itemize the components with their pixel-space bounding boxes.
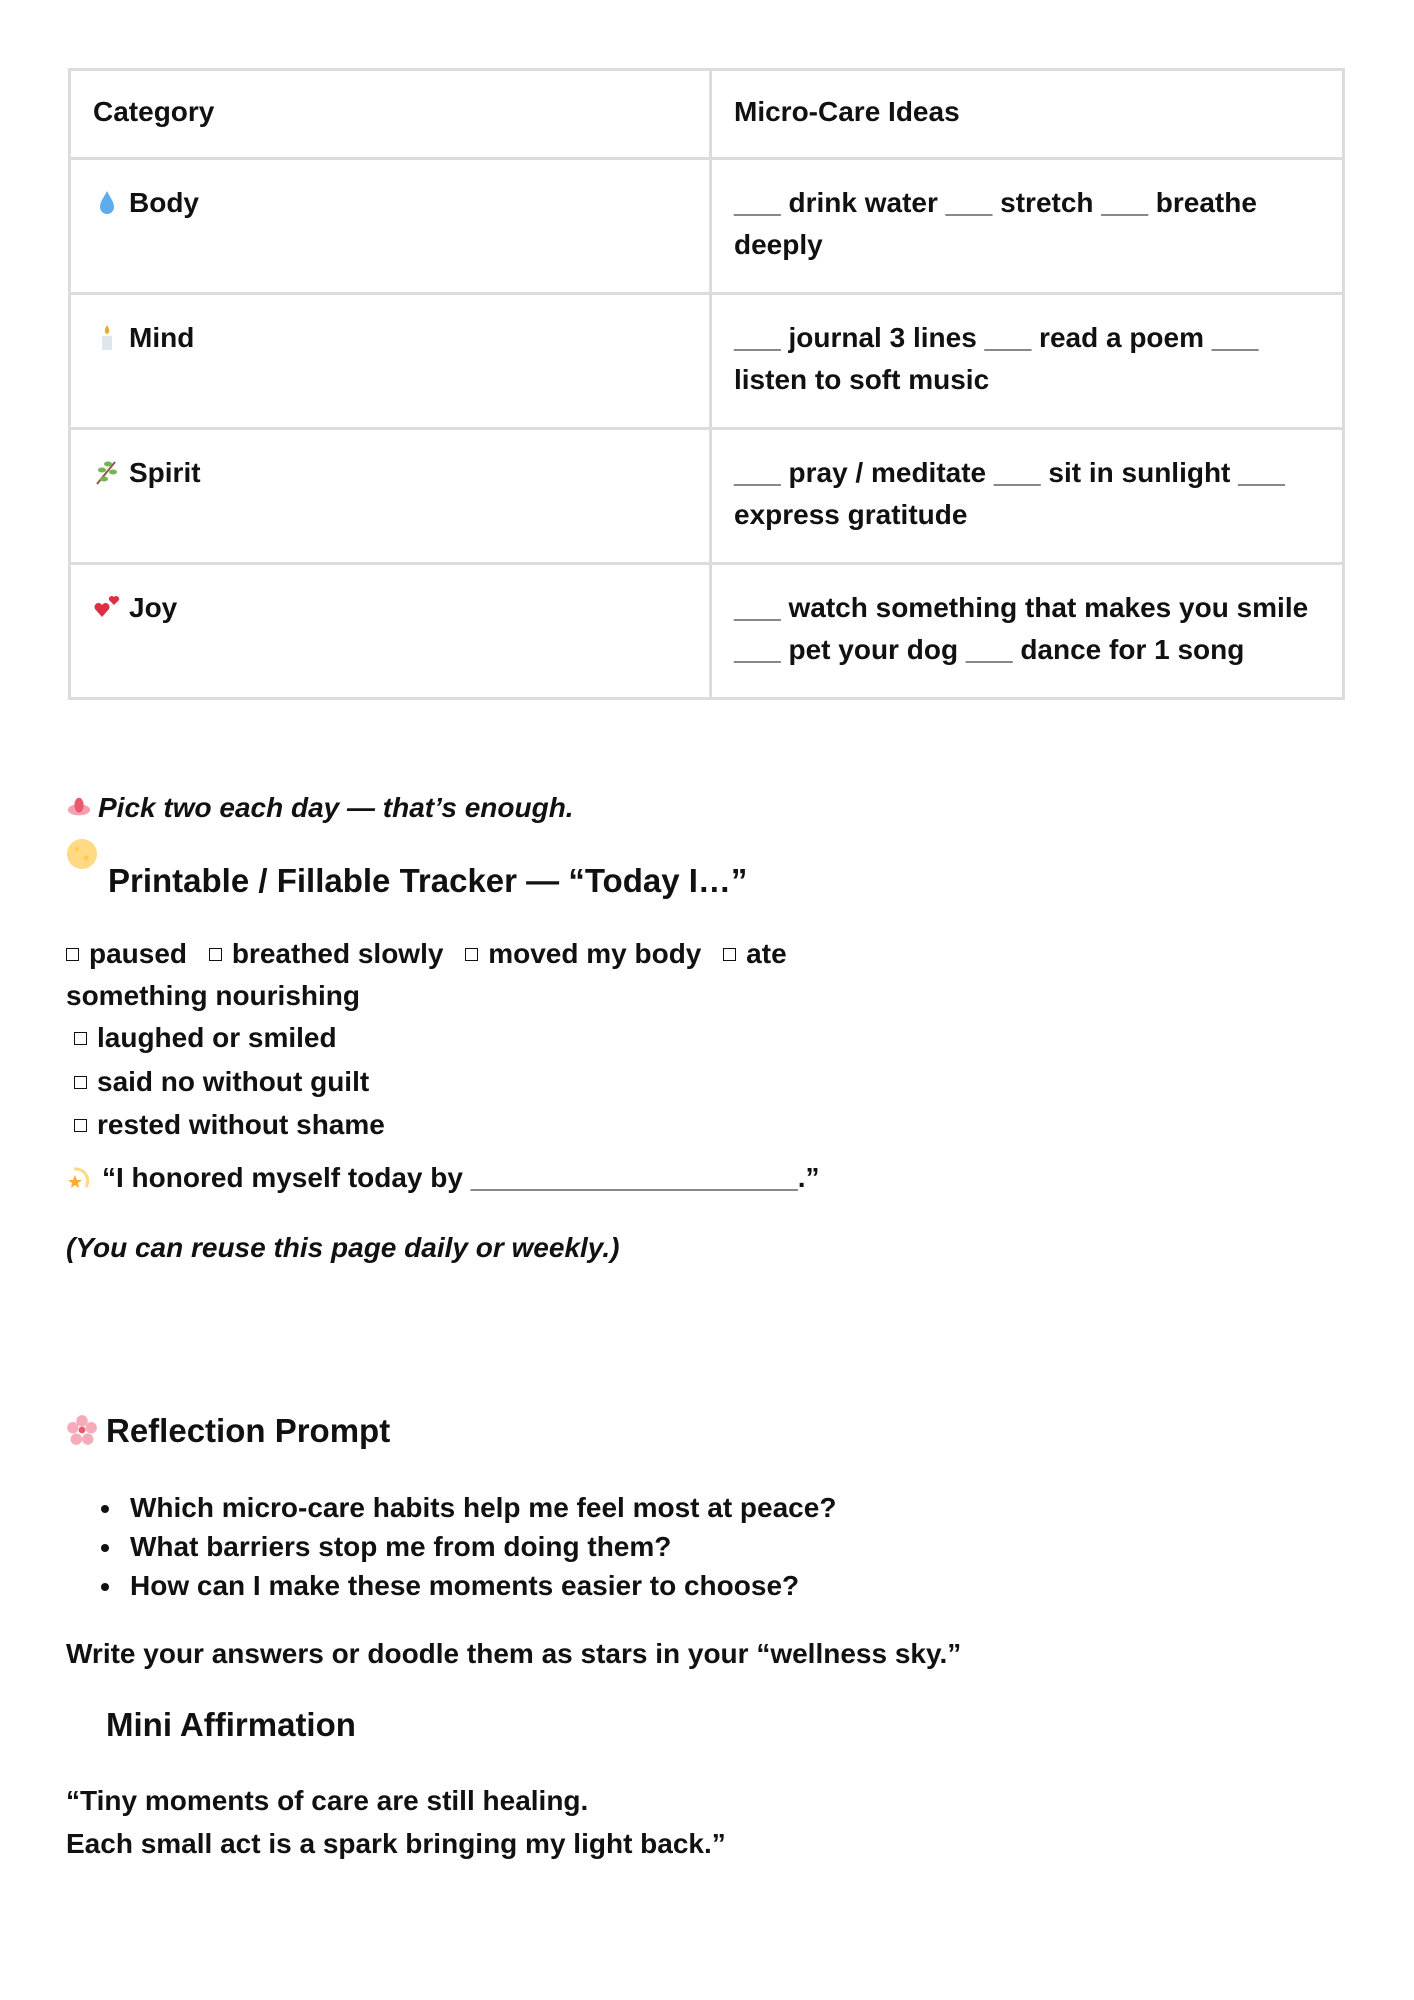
herb-icon: [93, 458, 121, 486]
category-label: Mind: [129, 322, 195, 353]
item-label: moved my body: [488, 938, 702, 969]
reuse-note: (You can reuse this page daily or weekly.): [66, 1232, 620, 1263]
shooting-star-icon: [66, 1163, 94, 1191]
item-label: said no without guilt: [97, 1066, 370, 1097]
ideas-cell: ___ watch something that makes you smile ___ pet your dog ___ dance for 1 song: [711, 564, 1344, 699]
affirmation-line-1: “Tiny moments of care are still healing.: [66, 1785, 589, 1816]
checkbox[interactable]: [209, 948, 222, 961]
category-label: Spirit: [129, 457, 201, 488]
tracker-row-1: [66, 938, 787, 970]
lotus-icon: [66, 793, 92, 821]
ideas-cell: ___ drink water ___ stretch ___ breathe deeply: [711, 159, 1344, 294]
cherry-blossom-icon: [66, 1414, 98, 1446]
category-label: Body: [129, 187, 199, 218]
moon-icon: [66, 838, 98, 870]
header-ideas: Micro-Care Ideas: [711, 70, 1344, 159]
table-row: [70, 159, 1344, 294]
honored-fill-in[interactable]: “I honored myself today by _____________________.”: [102, 1162, 820, 1193]
affirmation-heading: [66, 1706, 356, 1744]
tracker-row: [74, 1022, 337, 1054]
item-label: paused: [89, 938, 188, 969]
micro-care-table: [68, 68, 1345, 700]
ideas-cell: ___ pray / meditate ___ sit in sunlight ___ express gratitude: [711, 429, 1344, 564]
revolving-hearts-icon: [93, 593, 121, 621]
table-row: [70, 294, 1344, 429]
item-label-continued: something nourishing: [66, 980, 360, 1011]
checkbox[interactable]: [465, 948, 478, 961]
tracker-row: [74, 1109, 385, 1141]
candle-icon: [93, 323, 121, 351]
checkbox[interactable]: [66, 948, 79, 961]
affirmation-line-2: Each small act is a spark bringing my light back.”: [66, 1828, 726, 1859]
affirmation-title: Mini Affirmation: [106, 1706, 356, 1743]
droplet-icon: [93, 188, 121, 216]
item-label: breathed slowly: [231, 938, 444, 969]
list-item: • What barriers stop me from doing them?: [124, 1527, 836, 1566]
header-category: Category: [70, 70, 711, 159]
honored-line: [66, 1162, 820, 1194]
table-header-row: [70, 70, 1344, 159]
reflection-list: [66, 1488, 836, 1605]
item-label: laughed or smiled: [97, 1022, 337, 1053]
checkbox[interactable]: [723, 948, 736, 961]
tracker-title: Printable / Fillable Tracker — “Today I…”: [108, 862, 748, 899]
category-label: Joy: [129, 592, 178, 623]
ideas-cell: ___ journal 3 lines ___ read a poem ___ listen to soft music: [711, 294, 1344, 429]
checkbox[interactable]: [74, 1032, 87, 1045]
item-label: ate: [746, 938, 787, 969]
checkbox[interactable]: [74, 1076, 87, 1089]
tracker-row: [74, 1066, 369, 1098]
item-label: rested without shame: [97, 1109, 385, 1140]
checkbox[interactable]: [74, 1119, 87, 1132]
reflection-heading: [66, 1412, 390, 1450]
reflection-title: Reflection Prompt: [106, 1412, 391, 1449]
list-item: • Which micro-care habits help me feel most at peace?: [124, 1488, 836, 1527]
tip-text: Pick two each day — that’s enough.: [98, 792, 574, 823]
tip-line: [66, 792, 574, 824]
crescent-moon-icon: [66, 1708, 98, 1740]
table-row: [70, 564, 1344, 699]
table-row: [70, 429, 1344, 564]
list-item: • How can I make these moments easier to choose?: [124, 1566, 836, 1605]
reflection-closing: Write your answers or doodle them as stars in your “wellness sky.”: [66, 1638, 962, 1669]
